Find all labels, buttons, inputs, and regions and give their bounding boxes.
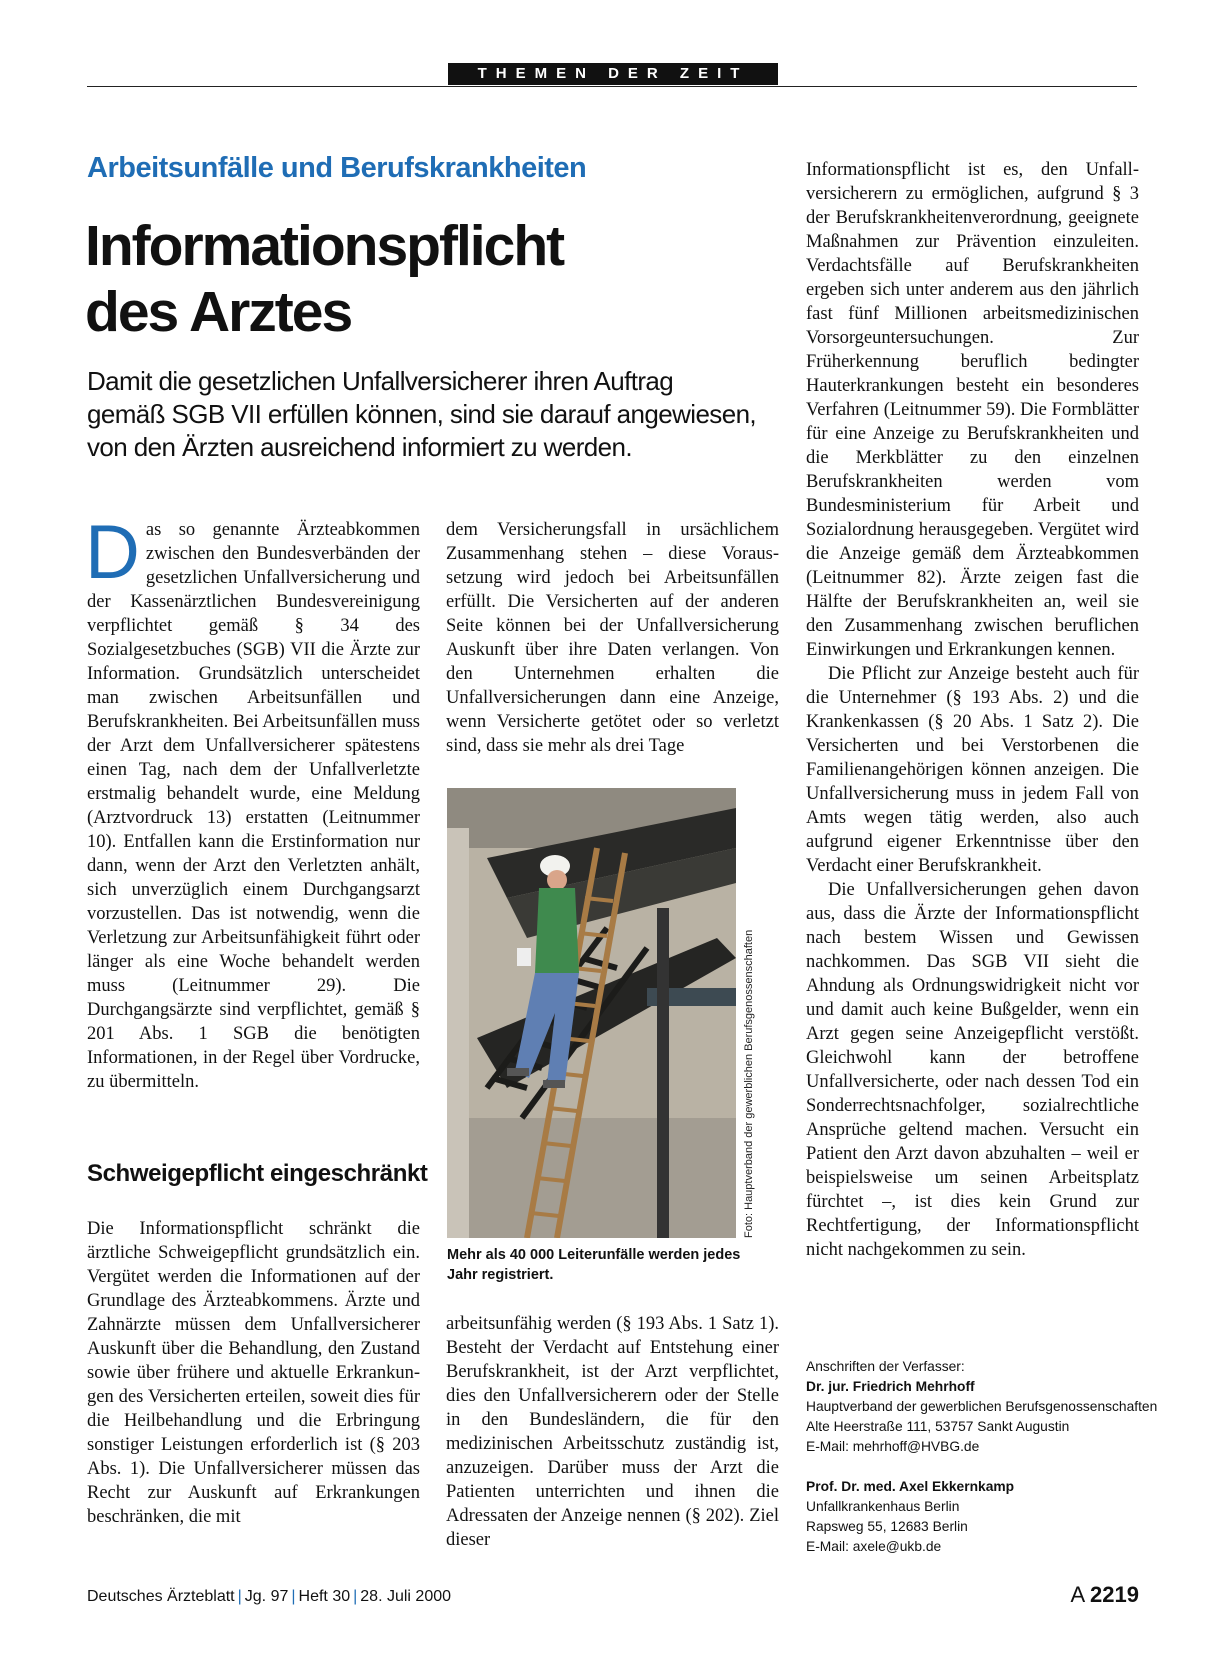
column-1-top xyxy=(85,510,420,1094)
author-email[interactable]: E-Mail: axele@ukb.de xyxy=(806,1539,942,1554)
headline-line-1: Informationspflicht xyxy=(85,214,564,278)
body-paragraph: Die Pflicht zur Anzeige besteht auch für die Unternehmer (§ 193 Abs. 2) und die Krankenkassen (§ 20 Abs. 1 Satz 2). Die Versicherten und bei Verstorbenen die Familienangehörigen können anzeigen. Die Unfallversicherung muss in jedem Fall von Amts wegen tätig werden, also auch aufgrund eigener Erkenntnisse über den Verdacht einer Berufskrankheit. xyxy=(806,664,1139,876)
column-2-top xyxy=(446,518,779,758)
body-paragraph: Die Unfallversicherungen gehen davon aus, dass die Ärzte der Informationspflicht nach bestem Wissen und Gewissen nachkommen. Das SGB VII sieht die Ahndung als Ordnungswidrigkeit nicht vor und damit auch keine Bußgelder, wenn ein Arzt gegen seine Anzeigepflicht verstößt. Gleichwohl kann der betroffene Unfallversicherte, oder nach dessen Tod ein Sonderrechtsnachfolger, sozialrechtliche Ansprüche geltend machen. Versucht ein Patient den Arzt davon abzuhalten – weil er beispielsweise um seinen Arbeitsplatz fürchtet –, ist dies kein Grund zur Rechtfertigung, der Informationspflicht nicht nachgekommen zu sein. xyxy=(806,880,1139,1260)
addresses-heading: Anschriften der Verfasser: xyxy=(806,1359,965,1374)
author-name: Dr. jur. Friedrich Mehrhoff xyxy=(806,1379,975,1394)
body-paragraph: dem Versicherungsfall in ursächlichem Zusammenhang stehen – diese Voraussetzung wird jedoch bei Arbeitsunfällen erfüllt. Die Versicherten auf der anderen Seite können bei der Unfallversicherung Auskunft über ihre Daten verlangen. Von den Unternehmen erhalten die Unfallversicherungen dann eine Anzeige, wenn Versicherte getötet oder so verletzt sind, dass sie mehr als drei Tage xyxy=(446,520,779,756)
lead-line-1: Damit die gesetzlichen Unfallversicherer ihren Auftrag xyxy=(87,366,674,396)
photo-illustration xyxy=(447,788,736,1238)
body-paragraph: Informationspflicht ist es, den Unfallversicherern zu ermöglichen, aufgrund § 3 der Berufskrankheitenverordnung, geeignete Maßnahmen zur Prävention einzuleiten. Verdachtsfälle auf Berufskrankheiten ergeben sich unter anderem aus den jährlich fast fünf Millionen arbeitsmedizinischen Vorsorgeuntersuchungen. Zur Früherkennung beruflich bedingter Hauterkrankungen besteht ein besonderes Verfahren (Leitnummer 59). Die Formblätter für eine Anzeige zu Berufskrankheiten und die Merkblätter zu den einzelnen Berufskrankheiten werden vom Bundesministerium für Arbeit und Sozialordnung herausgegeben. Vergütet wird die Anzeige gemäß dem Ärzteabkommen (Leitnummer 82). Ärzte zeigen fast die Hälfte der Berufskrankheiten an, weil sie den Zusammenhang zwischen beruflichen Einwirkungen und Erkrankungen kennen. xyxy=(806,160,1139,660)
lead-line-3: von den Ärzten ausreichend informiert zu werden. xyxy=(87,432,632,462)
page-number xyxy=(1070,1582,1139,1608)
author-street: Alte Heerstraße 111, 53757 Sankt Augustin xyxy=(806,1419,1070,1434)
photo-credit: Foto: Hauptverband der gewerblichen Berufsgenossenschaften xyxy=(743,929,755,1238)
section-label: THEMEN DER ZEIT xyxy=(448,63,778,85)
page-number-value: 2219 xyxy=(1090,1582,1139,1607)
photo-caption: Mehr als 40 000 Leiterunfälle werden jedes Jahr registriert. xyxy=(447,1247,741,1283)
column-2-bottom xyxy=(446,1312,779,1552)
column-1-bottom xyxy=(87,1217,420,1529)
column-3 xyxy=(806,158,1139,1262)
address-spacer xyxy=(806,1457,1146,1477)
subheading: Schweigepflicht eingeschränkt xyxy=(87,1160,428,1187)
author-organization: Hauptverband der gewerblichen Berufsgenossenschaften xyxy=(806,1399,1158,1414)
author-street: Rapsweg 55, 12683 Berlin xyxy=(806,1519,968,1534)
journal-name: Deutsches Ärzteblatt xyxy=(87,1588,235,1605)
author-addresses xyxy=(806,1357,1158,1557)
body-text: as so genannte Ärzteabkommen zwischen den Bundesverbänden der gesetzlichen Unfallversicherung und der Kassenärztlichen Bundesvereinigung verpflichtet gemäß § 34 des Sozialgesetzbuches (SGB) VII die Ärzte zur Information. Grundsätzlich unterscheidet man zwischen Arbeitsunfällen und Berufskrankheiten. Bei Arbeitsunfällen muss der Arzt dem Unfallversicherer spätestens einen Tag, nach dem der Unfallverletzte erstmalig behandelt wurde, eine Meldung (Arztvordruck 13) erstatten (Leitnummer 10). Entfallen kann die Erstinformation nur dann, wenn der Arzt den Verletzten anhält, sich unverzüglich einem Durchgangsarzt vorzustellen. Das ist notwendig, wenn die Verletzung zur Arbeitsunfähigkeit führt oder länger als eine Woche behandelt werden muss (Leitnummer 29). Die Durchgangsärzte sind verpflichtet, gemäß § 201 Abs. 1 SGB die benötigten Informationen, in der Regel über Vordrucke, zu übermitteln. xyxy=(87,520,420,1092)
footer-separator: | xyxy=(353,1588,358,1605)
author-email[interactable]: E-Mail: mehrhoff@HVBG.de xyxy=(806,1439,980,1454)
header-rule xyxy=(87,86,1137,87)
article-headline xyxy=(85,213,745,345)
dropcap: D xyxy=(85,510,140,595)
journal-date: 28. Juli 2000 xyxy=(360,1588,452,1605)
author-organization: Unfallkrankenhaus Berlin xyxy=(806,1499,960,1514)
headline-line-2: des Arztes xyxy=(85,280,352,344)
ladder-photo xyxy=(447,788,736,1238)
footer-separator: | xyxy=(291,1588,296,1605)
footer xyxy=(87,1588,451,1606)
journal-volume: Jg. 97 xyxy=(244,1588,289,1605)
body-paragraph xyxy=(85,510,420,1094)
author-name: Prof. Dr. med. Axel Ekkernkamp xyxy=(806,1479,1015,1494)
footer-separator: | xyxy=(237,1588,242,1605)
journal-issue: Heft 30 xyxy=(298,1588,351,1605)
lead-line-2: gemäß SGB VII erfüllen können, sind sie darauf angewiesen, xyxy=(87,399,757,429)
article-lead xyxy=(87,365,787,464)
body-paragraph: arbeitsunfähig werden (§ 193 Abs. 1 Satz 1). Besteht der Verdacht auf Entstehung einer Berufskrankheit, ist der Arzt verpflichtet, dies den Unfallversicherern oder der Stelle in den Bundesländern, die für den medizinischen Arbeitsschutz zuständig ist, anzuzeigen. Darüber muss der Arzt die Patienten unterrichten und ihnen die Adressaten der Anzeige nennen (§ 202). Ziel dieser xyxy=(446,1314,779,1550)
body-paragraph: Die Informationspflicht schränkt die ärztliche Schweigepflicht grundsätzlich ein. Vergütet werden die Informationen auf der Grundlage des Ärzteabkommens. Ärzte und Zahnärzte müssen dem Unfallversicherer Auskunft über die Behandlung, den Zustand sowie über frühere und aktuelle Erkrankungen des Versicherten erteilen, soweit dies für die Heilbehandlung und die Erbringung sonstiger Leistungen erforderlich ist (§ 203 Abs. 1). Die Unfallversicherer müssen das Recht zur Auskunft auf Erkrankungen beschränken, die mit xyxy=(87,1219,420,1527)
page-prefix: A xyxy=(1070,1582,1084,1607)
article-kicker: Arbeitsunfälle und Berufskrankheiten xyxy=(87,152,587,184)
